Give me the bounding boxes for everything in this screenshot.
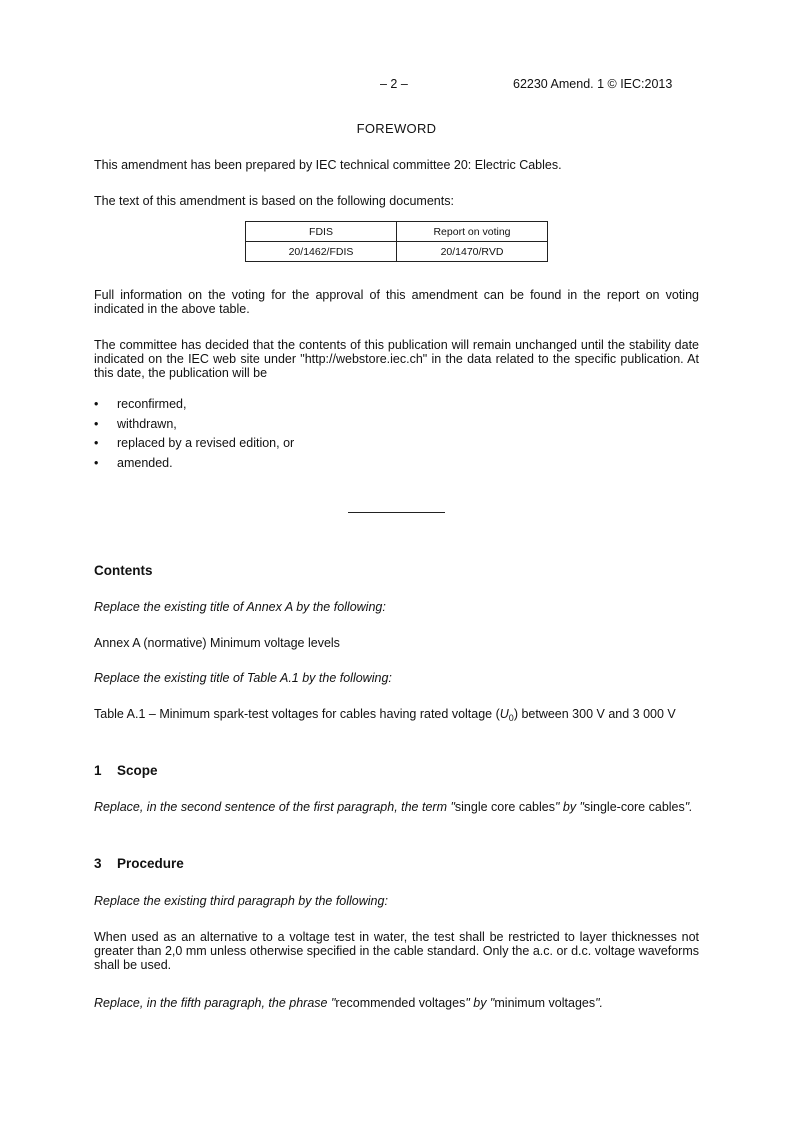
list-item: • withdrawn, [94, 416, 177, 431]
voting-table-header-row [246, 222, 548, 242]
table-a1-title: Table A.1 – Minimum spark-test voltages for cables having rated voltage $(U_0)$ between 300 V and 3 000 V [94, 707, 676, 723]
bullet-icon: • [94, 455, 99, 470]
foreword-paragraph-1: This amendment has been prepared by IEC technical committee 20: Electric Cables. [94, 158, 562, 172]
bullet-icon: • [94, 416, 99, 431]
bullet-icon: • [94, 397, 99, 411]
bullet-icon: • [94, 436, 99, 450]
annex-a-title: Annex A (normative) Minimum voltage levels [94, 636, 340, 650]
section-divider [348, 512, 445, 513]
foreword-paragraph-4: The committee has decided that the contents of this publication will remain unchanged until the stability date indicated on the IEC web site under "http://webstore.iec.ch" in the data related to the specific publication. At this date, the publication will be [94, 338, 699, 380]
procedure-instruction: Replace the existing third paragraph by the following: [94, 894, 388, 908]
list-item: • reconfirmed, [94, 397, 187, 411]
list-item: • replaced by a revised edition, or [94, 436, 295, 450]
document-reference: 62230 Amend. 1 © IEC:2013 [513, 77, 673, 91]
page-number: – 2 – [380, 77, 408, 91]
voting-table-row [246, 242, 548, 262]
scope-instruction: Replace, in the second sentence of the first paragraph, the term "single core cables" by "single-core cables". [94, 800, 693, 814]
procedure-paragraph: When used as an alternative to a voltage test in water, the test shall be restricted to layer thicknesses not greater than 2,0 mm unless otherwise specified in the cable standard. Only the a.c. or d.c. voltage waveforms shall be used. [94, 930, 699, 972]
foreword-paragraph-2: The text of this amendment is based on the following documents: [94, 194, 454, 208]
foreword-paragraph-3: Full information on the voting for the approval of this amendment can be found in the report on voting indicated in the above table. [94, 288, 699, 316]
procedure-heading: 3 Procedure [94, 856, 184, 871]
table-header-fdis: FDIS [246, 222, 397, 242]
contents-heading: Contents [94, 563, 153, 578]
table-header-report: Report on voting [397, 222, 548, 242]
publication-status-list [94, 397, 294, 475]
contents-instruction-2: Replace the existing title of Table A.1 by the following: [94, 671, 392, 685]
table-cell-rvd: 20/1470/RVD [397, 242, 548, 262]
table-cell-fdis: 20/1462/FDIS [246, 242, 397, 262]
list-item: • amended. [94, 455, 173, 470]
contents-instruction-1: Replace the existing title of Annex A by the following: [94, 600, 386, 614]
foreword-title: FOREWORD [356, 121, 437, 136]
scope-heading: 1 Scope [94, 763, 158, 778]
voting-table [245, 221, 548, 262]
procedure-instruction-2: Replace, in the fifth paragraph, the phrase "recommended voltages" by "minimum voltages". [94, 996, 604, 1010]
